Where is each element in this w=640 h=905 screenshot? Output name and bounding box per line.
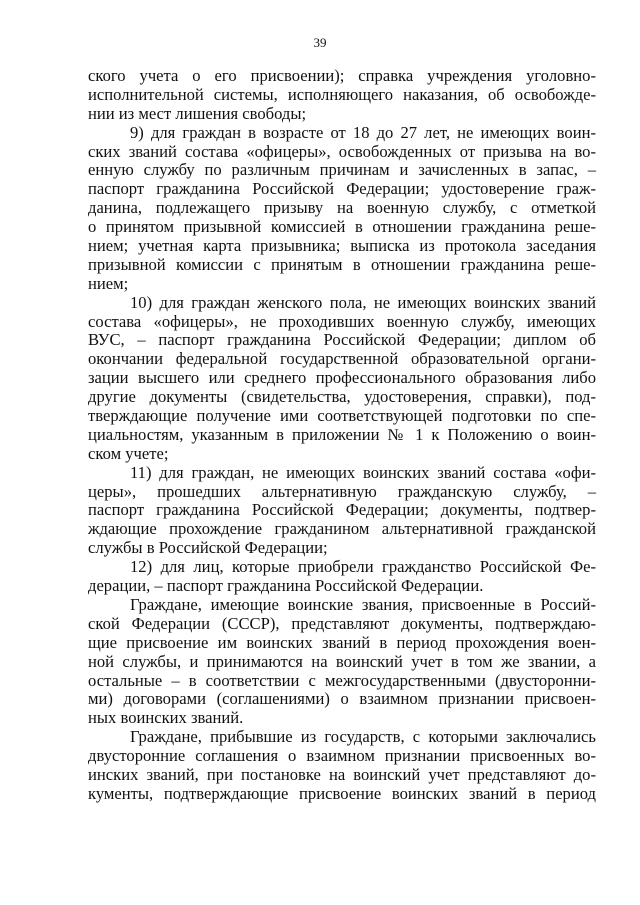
text-line: службы в Российской Федерации;: [88, 538, 328, 558]
text-line: 11) для граждан, не имеющих воинских званий состава «офи-: [130, 462, 596, 482]
document-body-text: [88, 67, 596, 804]
text-line: двусторонние соглашения о взаимном признании присвоенных во-: [88, 746, 596, 766]
text-line: зации высшего или среднего профессионального образования либо: [88, 368, 596, 388]
text-line: данина, подлежащего призыву на военную службу, с отметкой: [88, 198, 596, 218]
text-line: Граждане, имеющие воинские звания, присвоенные в Россий-: [130, 594, 596, 614]
text-line: циальностям, указанным в приложении № 1 к Положению о воин-: [88, 424, 596, 444]
text-line: ной службы, и принимаются на воинский учет в том же звании, а: [88, 651, 596, 671]
text-line: нием; учетная карта призывника; выписка из протокола заседания: [88, 236, 596, 256]
text-line: дерации, – паспорт гражданина Российской Федерации.: [88, 576, 484, 596]
text-line: ных воинских званий.: [88, 708, 244, 728]
text-line: окончании федеральной государственной образовательной органи-: [88, 349, 596, 369]
text-line: паспорт гражданина Российской Федерации; удостоверение граж-: [88, 179, 596, 199]
text-line: инских званий, при постановке на воинский учет представляют до-: [88, 764, 596, 784]
text-line: тверждающие получение ими соответствующей подготовки по спе-: [88, 406, 596, 426]
text-line: 10) для граждан женского пола, не имеющих воинских званий: [130, 292, 596, 312]
text-line: призывной комиссии с принятым в отношении гражданина реше-: [88, 254, 596, 274]
text-line: исполнительной системы, исполняющего наказания, об освобожде-: [88, 84, 596, 104]
text-line: Граждане, прибывшие из государств, с которыми заключались: [130, 727, 596, 747]
text-line: нии из мест лишения свободы;: [88, 103, 307, 123]
text-line: нием;: [88, 273, 129, 293]
text-line: ском учете;: [88, 443, 169, 463]
text-line: паспорт гражданина Российской Федерации; документы, подтвер-: [88, 500, 596, 520]
text-line: о принятом призывной комиссией в отношении гражданина реше-: [88, 217, 596, 237]
text-line: ских званий состава «офицеры», освобожденных от призыва на во-: [88, 141, 596, 161]
text-line: щие присвоение им воинских званий в период прохождения воен-: [88, 632, 596, 652]
text-line: ждающие прохождение гражданином альтернативной гражданской: [88, 519, 596, 539]
text-line: ского учета о его присвоении); справка учреждения уголовно-: [88, 66, 596, 85]
text-line: 12) для лиц, которые приобрели гражданство Российской Фе-: [130, 557, 596, 577]
text-line: церы», прошедших альтернативную гражданскую службу, –: [88, 481, 596, 501]
page-number: 39: [313, 35, 327, 50]
text-line: 9) для граждан в возрасте от 18 до 27 лет, не имеющих воин-: [130, 122, 596, 142]
text-line: ВУС, – паспорт гражданина Российской Федерации; диплом об: [88, 330, 596, 350]
text-line: ми) договорами (соглашениями) о взаимном признании присвоен-: [88, 689, 596, 709]
text-line: остальные – в соответствии с межгосударственными (двусторонни-: [88, 670, 596, 690]
text-line: енную службу по различным причинам и зачисленных в запас, –: [88, 160, 596, 180]
text-line: кументы, подтверждающие присвоение воинских званий в период: [88, 783, 596, 803]
text-line: состава «офицеры», не проходивших военную службу, имеющих: [88, 311, 596, 331]
text-line: другие документы (свидетельства, удостоверения, справки), под-: [88, 387, 596, 407]
text-line: ской Федерации (СССР), представляют документы, подтверждаю-: [88, 613, 596, 633]
